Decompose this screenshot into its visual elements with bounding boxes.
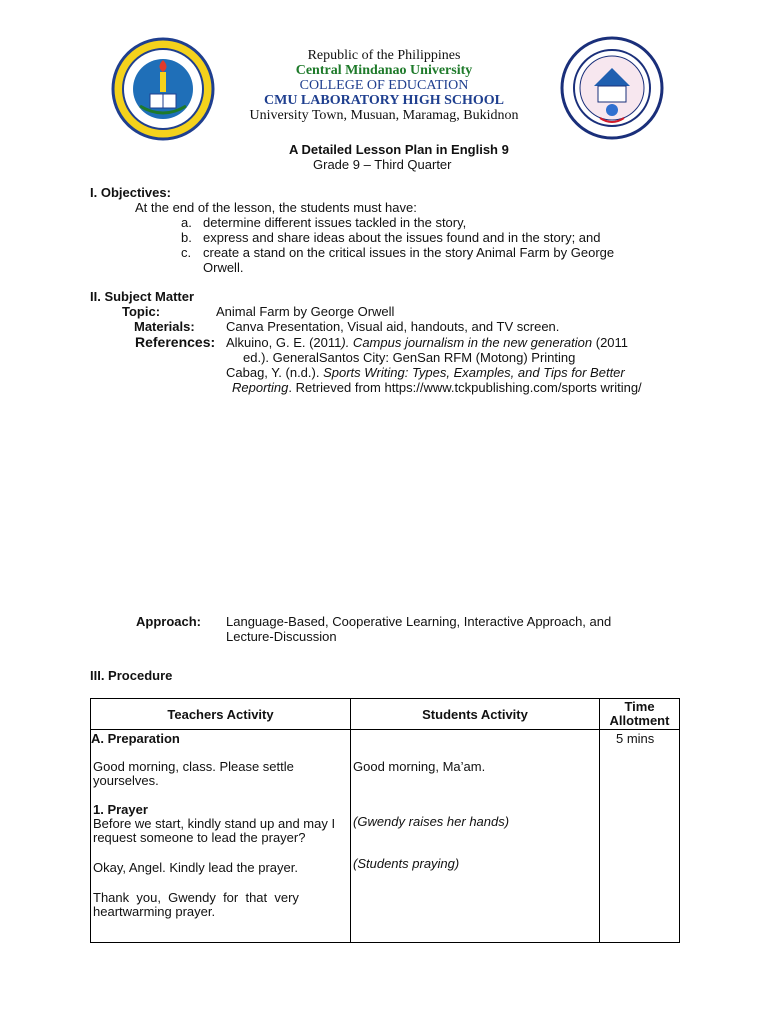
- approach-label: Approach:: [136, 614, 201, 629]
- teacher-thanks-cont: heartwarming prayer.: [93, 904, 216, 919]
- objective-b-text: express and share ideas about the issues found and in the story; and: [203, 230, 601, 245]
- time-allotment-cell: [600, 730, 680, 943]
- column-time-line1: Time: [624, 699, 655, 714]
- teacher-prayer-request: Before we start, kindly stand up and may I: [93, 816, 336, 831]
- prayer-heading: 1. Prayer: [93, 802, 148, 817]
- lesson-plan-subtitle: Grade 9 – Third Quarter: [313, 157, 452, 172]
- reference-2-title: Sports Writing: Types, Examples, and Tips for Better: [323, 365, 625, 380]
- header-republic: Republic of the Philippines: [307, 48, 461, 63]
- column-students-activity: Students Activity: [351, 699, 600, 730]
- reference-1-line2: ed.). GeneralSantos City: GenSan RFM (Motong) Printing: [243, 350, 576, 365]
- student-raises-hand: (Gwendy raises her hands): [353, 814, 510, 829]
- table-row: [91, 730, 680, 943]
- column-teachers-activity: Teachers Activity: [91, 699, 351, 730]
- reference-1: [226, 335, 628, 350]
- references-label: References:: [135, 334, 216, 350]
- preparation-heading: A. Preparation: [91, 731, 180, 746]
- reference-2-author: Cabag, Y. (n.d.).: [226, 365, 324, 380]
- objective-c-text-cont: Orwell.: [203, 260, 244, 275]
- student-greeting: Good morning, Ma’am.: [353, 759, 486, 774]
- students-praying: (Students praying): [353, 856, 460, 871]
- reference-2-url: . Retrieved from https://www.tckpublishing.com/sports writing/: [288, 380, 642, 395]
- teachers-activity-cell: [91, 730, 351, 943]
- teacher-prayer-request-cont: request someone to lead the prayer?: [93, 830, 306, 845]
- objective-c-letter: c.: [181, 245, 192, 260]
- reference-1-edition: (2011: [592, 335, 629, 350]
- header-address: University Town, Musuan, Maramag, Bukidnon: [249, 108, 519, 123]
- students-activity-cell: [351, 730, 600, 943]
- approach-value-cont: Lecture-Discussion: [226, 629, 337, 644]
- objective-b-letter: b.: [181, 230, 192, 245]
- objective-a-letter: a.: [181, 215, 192, 230]
- procedure-heading: III. Procedure: [90, 668, 173, 683]
- reference-2-title-cont: Reporting: [232, 380, 289, 395]
- topic-value: Animal Farm by George Orwell: [216, 304, 395, 319]
- column-time-line2: Allotment: [609, 713, 670, 728]
- teacher-thanks: Thank you, Gwendy for that very: [93, 890, 299, 905]
- objective-c-text: create a stand on the critical issues in the story Animal Farm by George: [203, 245, 615, 260]
- reference-1-title: ). Campus journalism in the new generation: [341, 335, 593, 350]
- reference-1-author: Alkuino, G. E. (2011: [226, 335, 342, 350]
- lesson-plan-title: A Detailed Lesson Plan in English 9: [289, 142, 509, 157]
- header-school: CMU LABORATORY HIGH SCHOOL: [264, 93, 504, 108]
- teacher-lead-prayer: Okay, Angel. Kindly lead the prayer.: [93, 860, 298, 875]
- reference-2-line2: [232, 380, 642, 395]
- procedure-table-header: [91, 699, 680, 730]
- header-university: Central Mindanao University: [295, 63, 473, 78]
- topic-label: Topic:: [122, 304, 161, 319]
- reference-2: [226, 365, 625, 380]
- subject-matter-heading: II. Subject Matter: [90, 289, 195, 304]
- teacher-greeting-cont: yourselves.: [93, 773, 159, 788]
- teacher-greeting: Good morning, class. Please settle: [93, 759, 294, 774]
- objectives-intro: At the end of the lesson, the students must have:: [135, 200, 417, 215]
- preparation-time: 5 mins: [616, 731, 655, 746]
- column-time-allotment: [600, 699, 680, 730]
- header-college: COLLEGE OF EDUCATION: [299, 78, 469, 93]
- materials-label: Materials:: [134, 319, 195, 334]
- objective-a-text: determine different issues tackled in the story,: [203, 215, 467, 230]
- objectives-heading: I. Objectives:: [90, 185, 171, 200]
- approach-value: Language-Based, Cooperative Learning, Interactive Approach, and: [226, 614, 612, 629]
- procedure-table: [90, 698, 680, 943]
- materials-value: Canva Presentation, Visual aid, handouts, and TV screen.: [226, 319, 560, 334]
